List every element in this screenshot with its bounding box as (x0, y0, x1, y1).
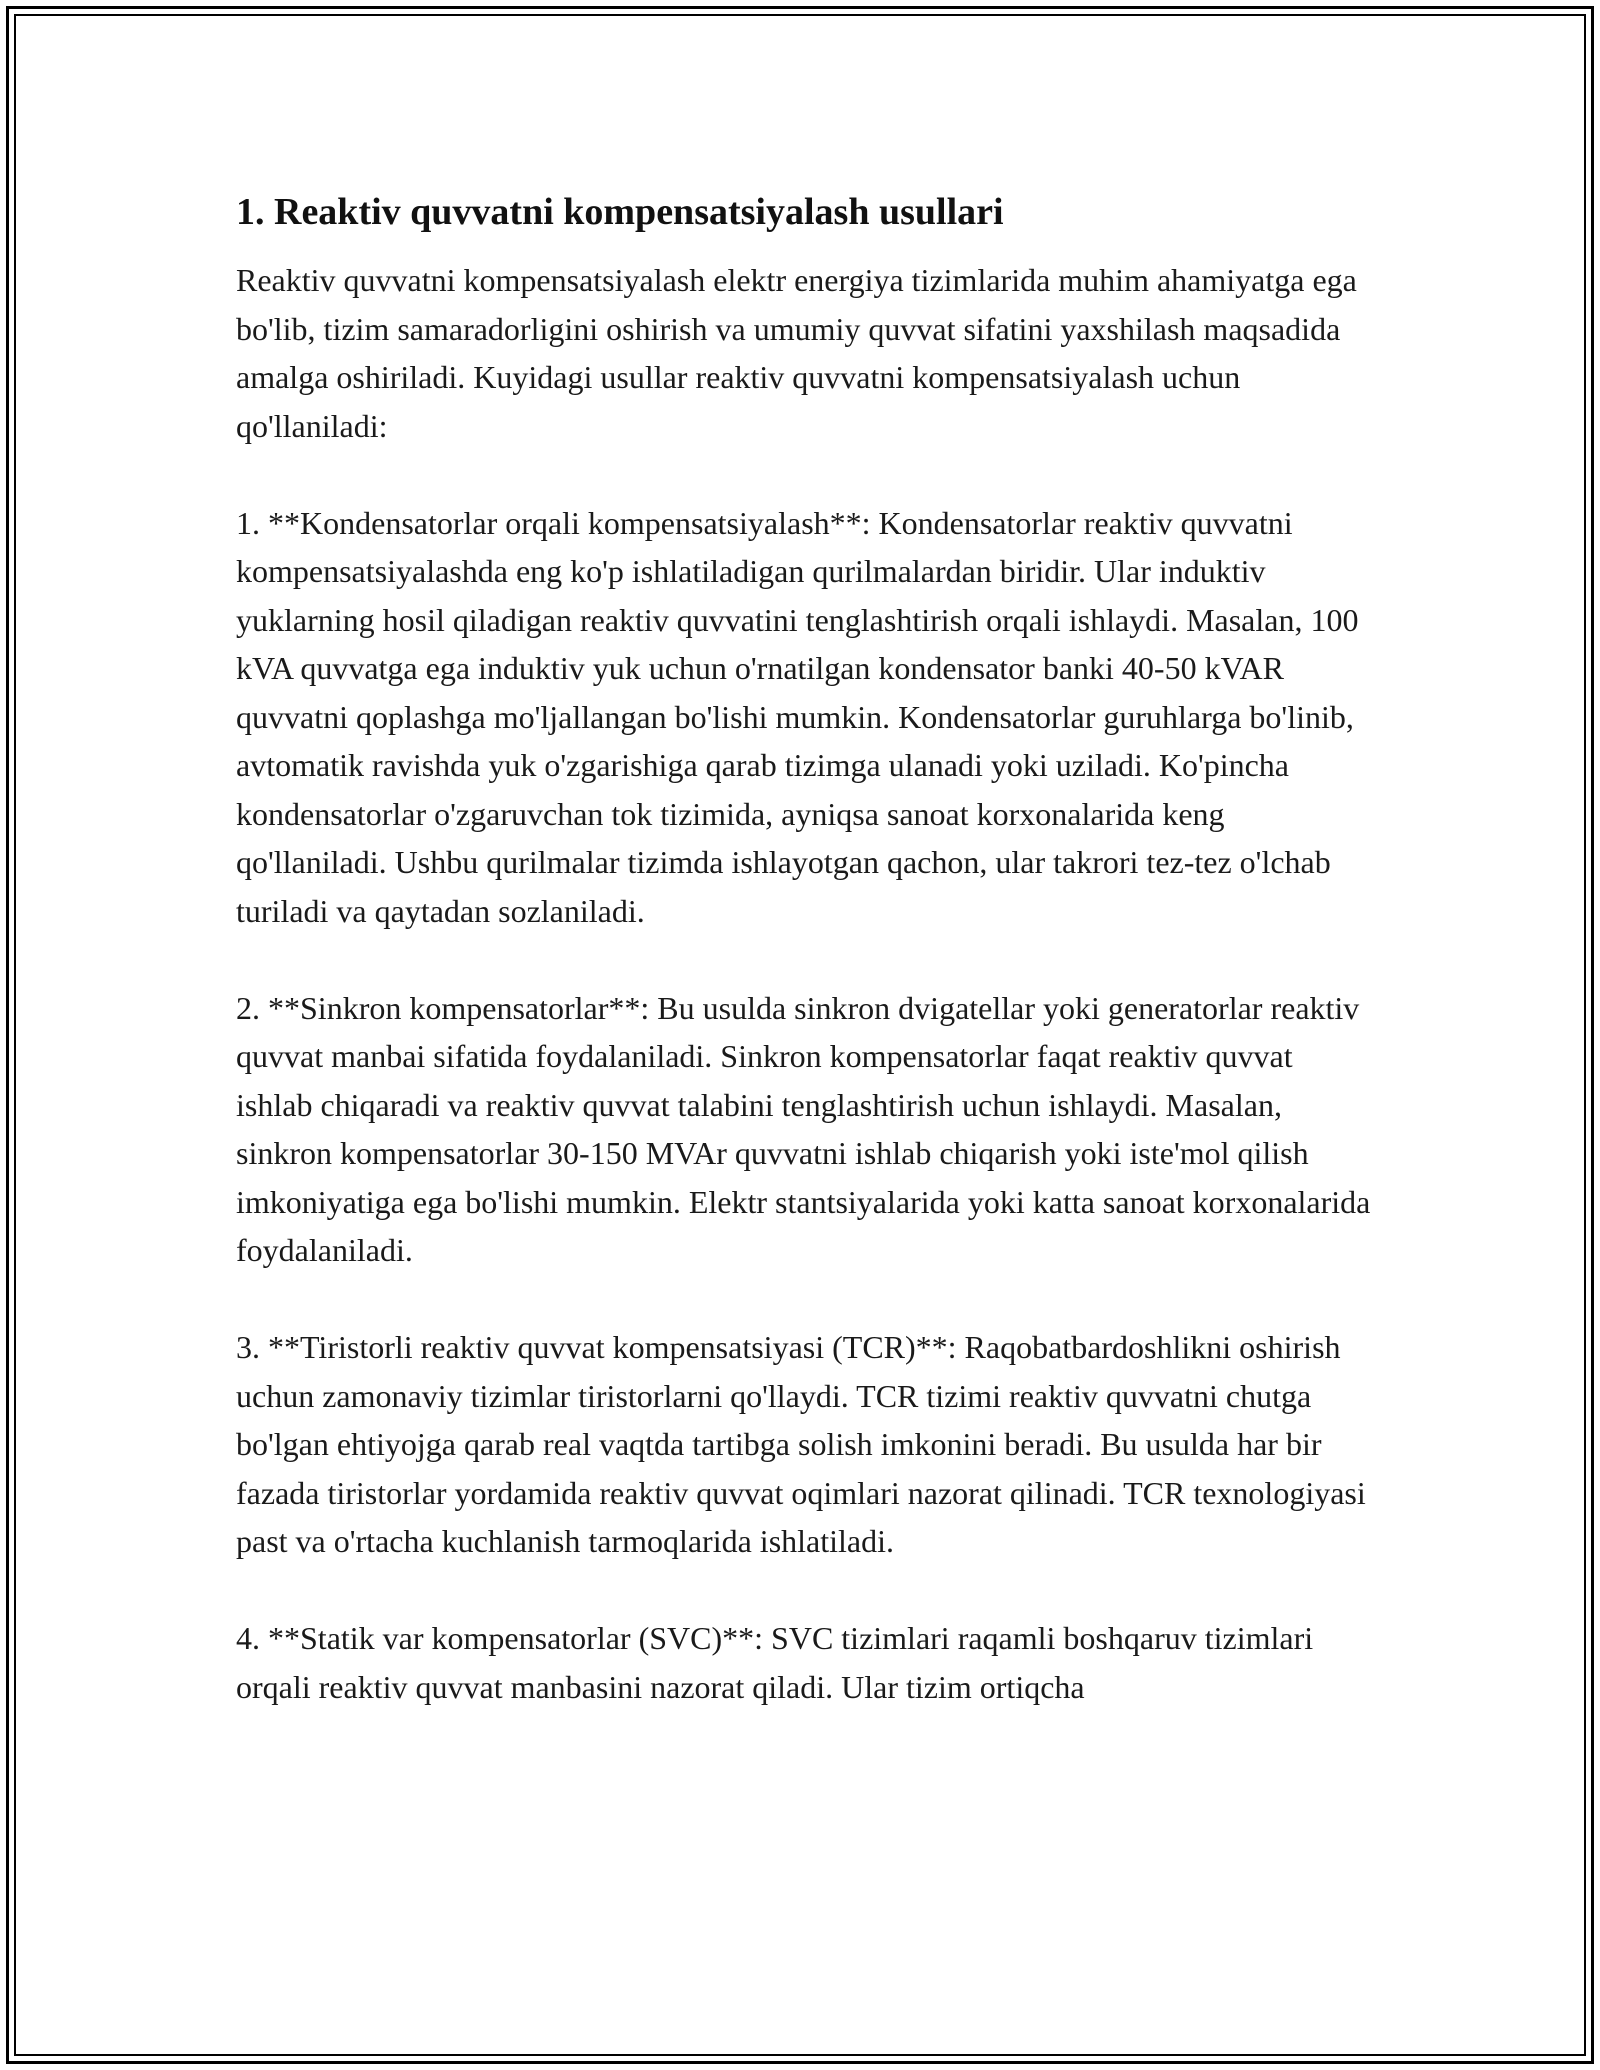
section-heading: 1. Reaktiv quvvatni kompensatsiyalash usullari (236, 191, 1004, 233)
method-2-paragraph: 2. **Sinkron kompensatorlar**: Bu usulda sinkron dvigatellar yoki generatorlar reaktiv quvvat manbai sifatida foydalaniladi. Sinkron kompensatorlar faqat reaktiv quvvat ishlab chiqaradi va reaktiv quvvat talabini tenglashtirish uchun ishlaydi. Masalan, sinkron kompensatorlar 30-150 MVAr quvvatni ishlab chiqarish yoki iste'mol qilish imkoniyatiga ega bo'lishi mumkin. Elektr stantsiyalarida yoki katta sanoat korxonalarida foydalaniladi. (236, 989, 1371, 1268)
document-body (236, 186, 1376, 1760)
method-3-paragraph: 3. **Tiristorli reaktiv quvvat kompensatsiyasi (TCR)**: Raqobatbardoshlikni oshirish uchun zamonaviy tizimlar tiristorlarni qo'llaydi. TCR tizimi reaktiv quvvatni chutga bo'lgan ehtiyojga qarab real vaqtda tartibga solish imkonini beradi. Bu usulda har bir fazada tiristorlar yordamida reaktiv quvvat oqimlari nazorat qilinadi. TCR texnologiyasi past va o'rtacha kuchlanish tarmoqlarida ishlatiladi. (236, 1329, 1366, 1559)
intro-paragraph: Reaktiv quvvatni kompensatsiyalash elektr energiya tizimlarida muhim ahamiyatga ega bo'lib, tizim samaradorligini oshirish va umumiy quvvat sifatini yaxshilash maqsadida amalga oshiriladi. Kuyidagi usullar reaktiv quvvatni kompensatsiyalash uchun qo'llaniladi: (236, 262, 1357, 444)
method-4-paragraph: 4. **Statik var kompensatorlar (SVC)**: SVC tizimlari raqamli boshqaruv tizimlari orqali reaktiv quvvat manbasini nazorat qiladi. Ular tizim ortiqcha (236, 1620, 1314, 1705)
method-1-paragraph: 1. **Kondensatorlar orqali kompensatsiyalash**: Kondensatorlar reaktiv quvvatni kompensatsiyalashda eng ko'p ishlatiladigan qurilmalardan biridir. Ular induktiv yuklarning hosil qiladigan reaktiv quvvatini tenglashtirish orqali ishlaydi. Masalan, 100 kVA quvvatga ega induktiv yuk uchun o'rnatilgan kondensator banki 40-50 kVAR quvvatni qoplashga mo'ljallangan bo'lishi mumkin. Kondensatorlar guruhlarga bo'linib, avtomatik ravishda yuk o'zgarishiga qarab tizimga ulanadi yoki uziladi. Ko'pincha kondensatorlar o'zgaruvchan tok tizimida, ayniqsa sanoat korxonalarida keng qo'llaniladi. Ushbu qurilmalar tizimda ishlayotgan qachon, ular takrori tez-tez o'lchab turiladi va qaytadan sozlaniladi. (236, 504, 1359, 929)
